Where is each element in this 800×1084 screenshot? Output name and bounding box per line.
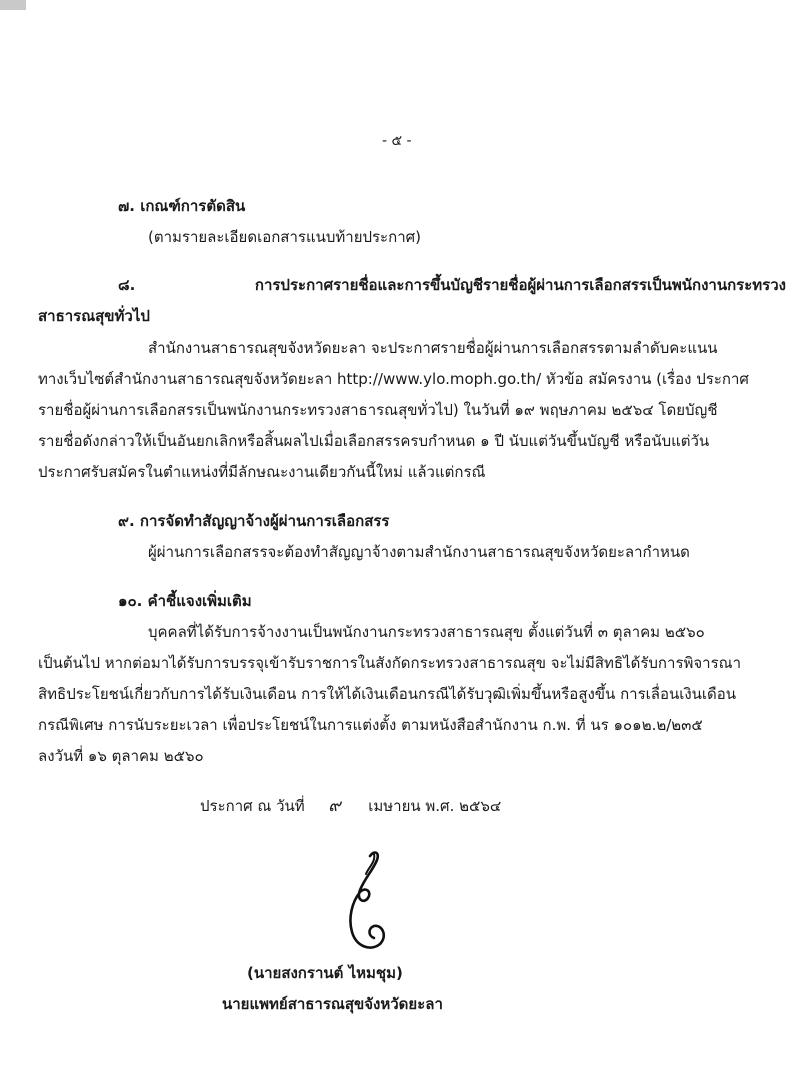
section-8-line: ประกาศรับสมัครในตำแหน่งที่มีลักษณะงานเดียวกันนี้ใหม่ แล้วแต่กรณี — [38, 463, 486, 481]
section-9-heading: ๙. การจัดทำสัญญาจ้างผู้ผ่านการเลือกสรร — [118, 512, 390, 530]
section-9-line: ผู้ผ่านการเลือกสรรจะต้องทำสัญญาจ้างตามสำนักงานสาธารณสุขจังหวัดยะลากำหนด — [148, 543, 690, 561]
section-7-line: (ตามรายละเอียดเอกสารแนบท้ายประกาศ) — [148, 228, 421, 246]
section-8-heading — [118, 274, 786, 296]
scan-artifact — [0, 0, 26, 10]
signatory-name: (นายสงกรานต์ ไหมชุม) — [247, 964, 403, 982]
section-8-line: รายชื่อผู้ผ่านการเลือกสรรเป็นพนักงานกระทรวงสาธารณสุขทั่วไป) ในวันที่ ๑๙ พฤษภาคม ๒๕๖๔ โดยบัญชี — [38, 401, 718, 419]
page-number: - ๕ - — [382, 133, 412, 149]
signatory-position: นายแพทย์สาธารณสุขจังหวัดยะลา — [222, 995, 443, 1013]
section-8-line: รายชื่อดังกล่าวให้เป็นอันยกเลิกหรือสิ้นผลไปเมื่อเลือกสรรครบกำหนด ๑ ปี นับแต่วันขึ้นบัญชี หรือนับแต่วัน — [38, 432, 710, 450]
section-8-line: ทางเว็บไซต์สำนักงานสาธารณสุขจังหวัดยะลา http://www.ylo.moph.go.th/ หัวข้อ สมัครงาน (เรื่อง ประกาศ — [38, 370, 749, 388]
announcement-month-year: เมษายน พ.ศ. ๒๕๖๔ — [368, 797, 502, 815]
announcement-prefix: ประกาศ ณ วันที่ — [200, 797, 305, 815]
section-10-line: สิทธิประโยชน์เกี่ยวกับการได้รับเงินเดือน การให้ได้เงินเดือนกรณีได้รับวุฒิเพิ่มขึ้นหรือสูงขึ้น การเลื่อนเงินเดือน — [38, 685, 737, 703]
section-8-heading-cont: สาธารณสุขทั่วไป — [38, 307, 150, 325]
section-10-line: บุคคลที่ได้รับการจ้างงานเป็นพนักงานกระทรวงสาธารณสุข ตั้งแต่วันที่ ๓ ตุลาคม ๒๕๖๐ — [148, 623, 705, 641]
handwritten-signature — [330, 848, 400, 963]
section-8-number: ๘. — [118, 276, 136, 294]
section-8-title: การประกาศรายชื่อและการขึ้นบัญชีรายชื่อผู้ผ่านการเลือกสรรเป็นพนักงานกระทรวง — [254, 276, 786, 294]
section-8-line: สำนักงานสาธารณสุขจังหวัดยะลา จะประกาศรายชื่อผู้ผ่านการเลือกสรรตามลำดับคะแนน — [148, 339, 718, 357]
section-10-line: กรณีพิเศษ การนับระยะเวลา เพื่อประโยชน์ในการแต่งตั้ง ตามหนังสือสำนักงาน ก.พ. ที่ นร ๑๐๑๒.๒/๒๓๕ — [38, 716, 703, 734]
announcement-day: ๙ — [328, 796, 341, 816]
section-10-heading: ๑๐. คำชี้แจงเพิ่มเติม — [118, 592, 252, 610]
section-7-heading: ๗. เกณฑ์การตัดสิน — [118, 197, 246, 215]
section-10-line: เป็นต้นไป หากต่อมาได้รับการบรรจุเข้ารับราชการในสังกัดกระทรวงสาธารณสุข จะไม่มีสิทธิได้รับการพิจารณา — [38, 654, 741, 672]
announcement-date — [200, 795, 501, 817]
section-10-line: ลงวันที่ ๑๖ ตุลาคม ๒๕๖๐ — [38, 747, 204, 765]
